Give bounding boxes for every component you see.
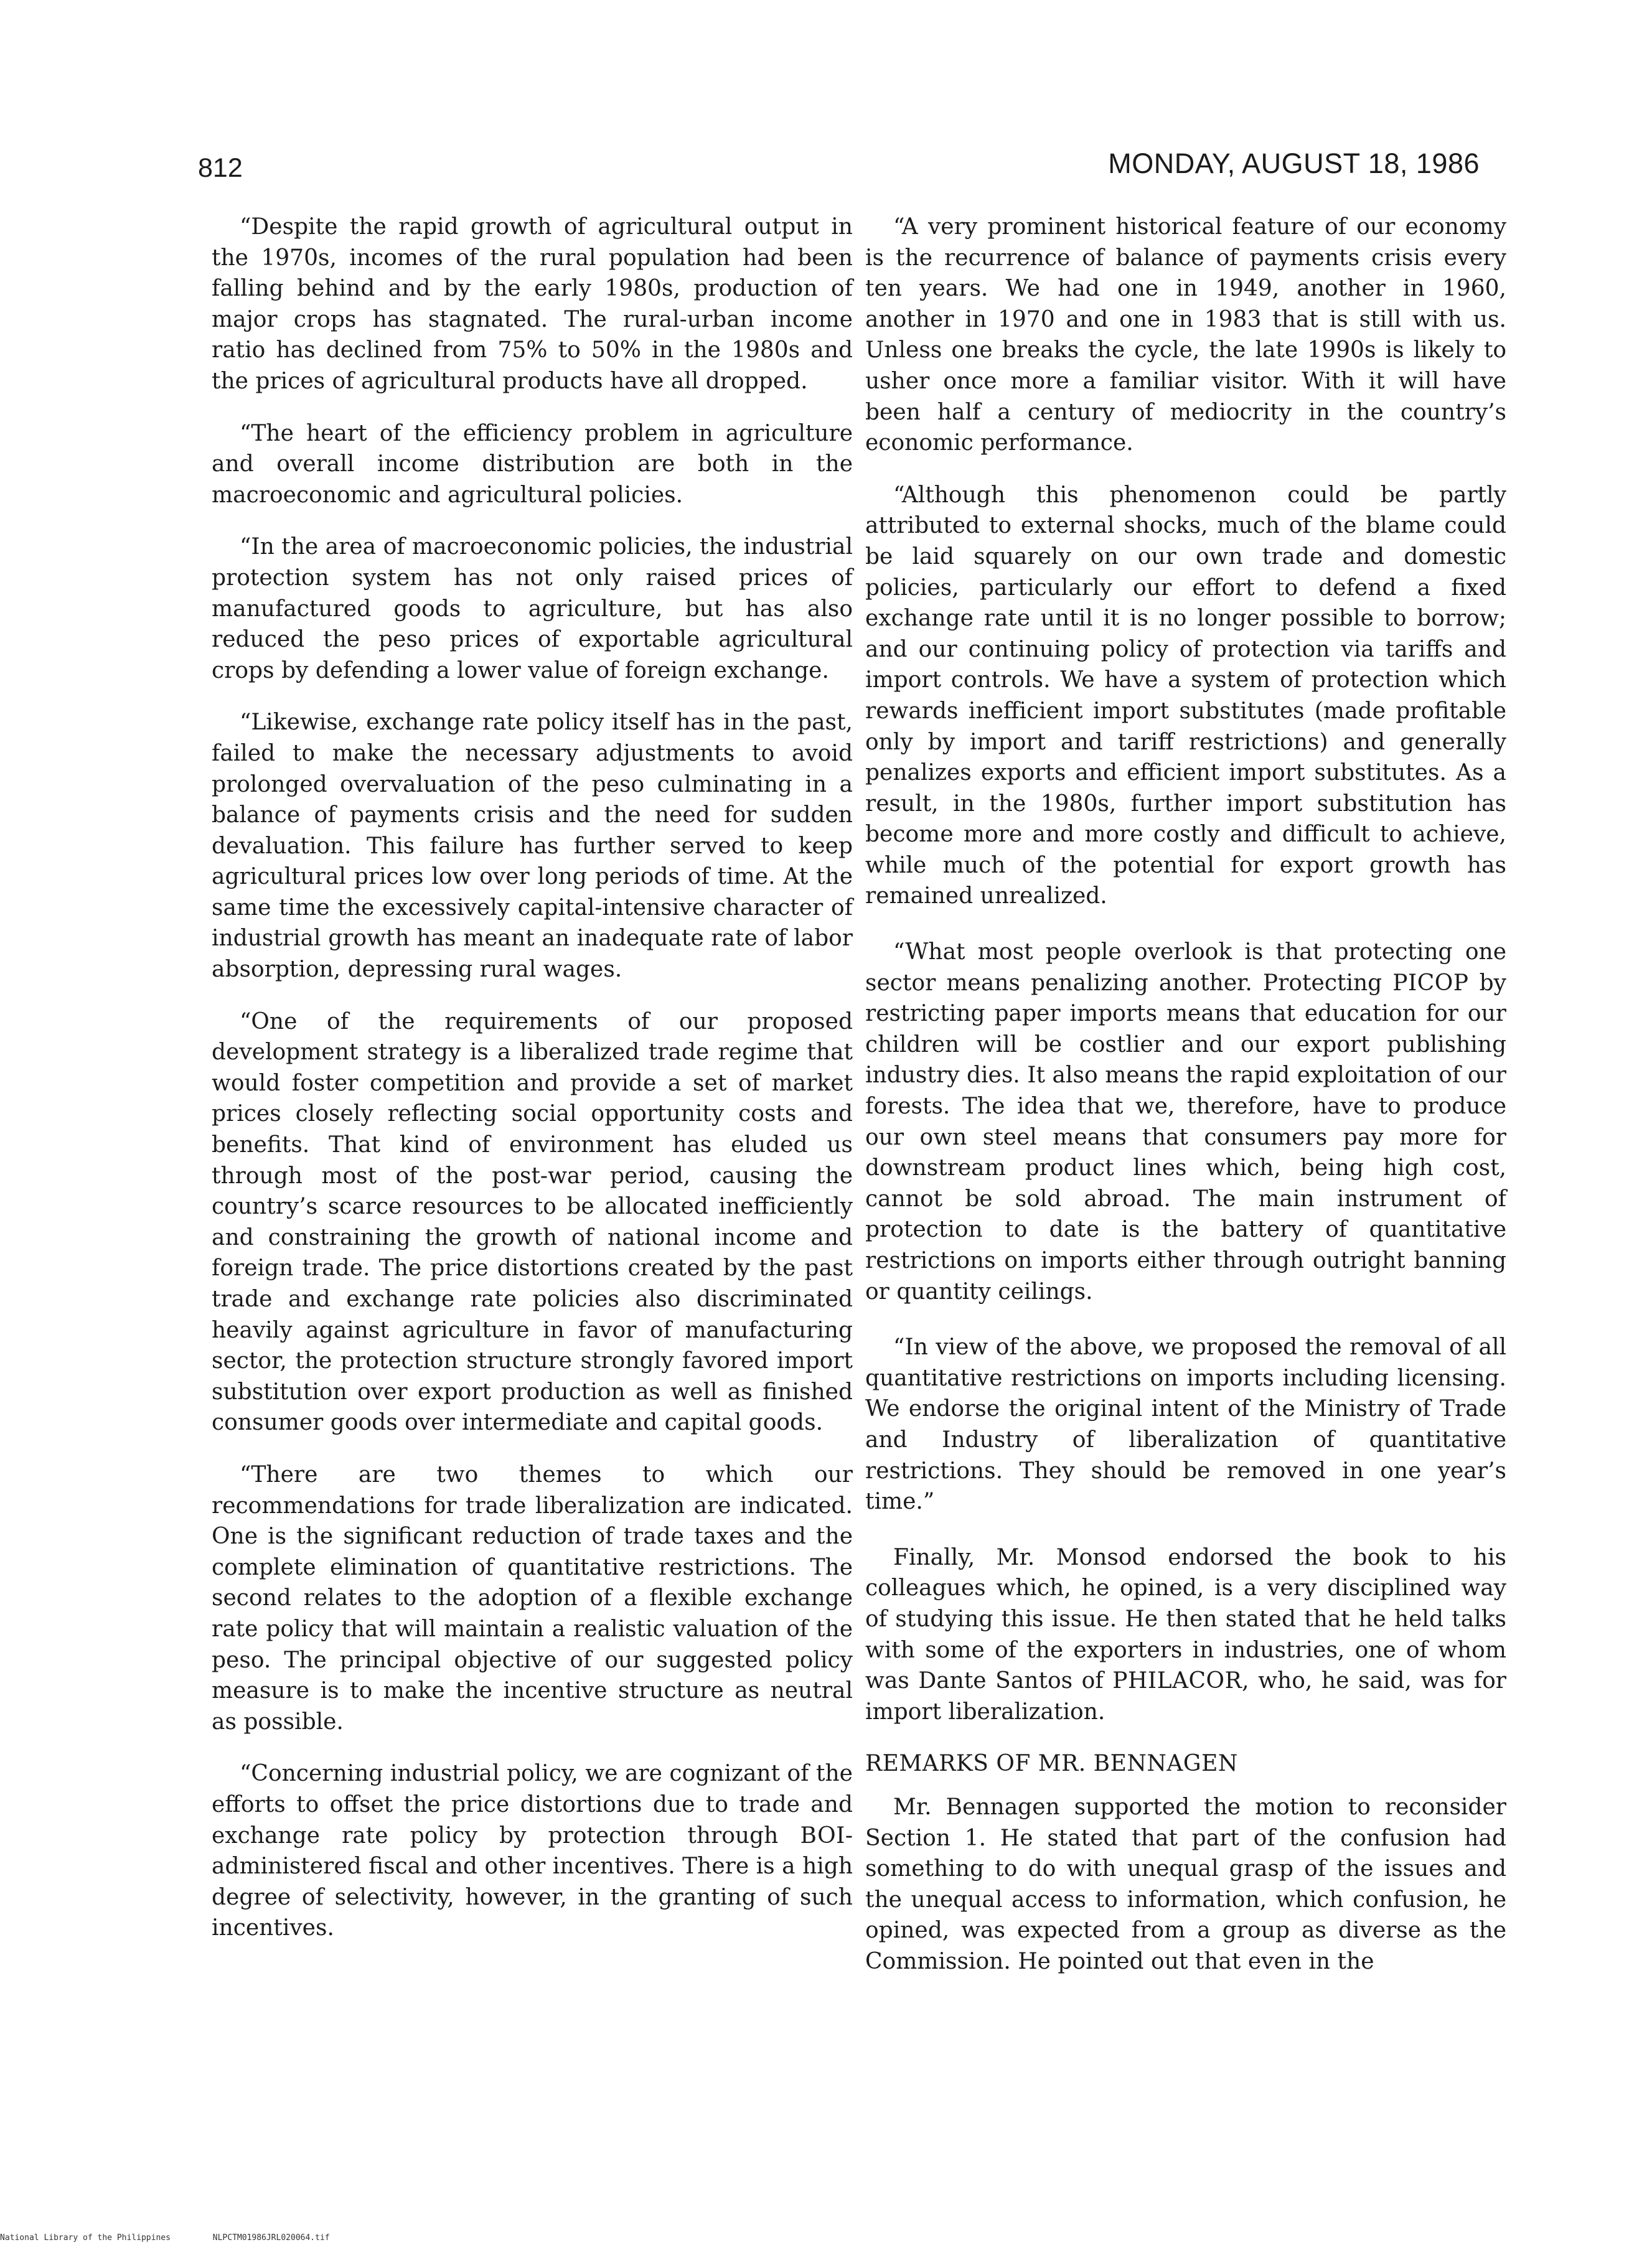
paragraph: “In the area of macroeconomic policies, the industrial protection system has not only raised prices of manufactured goods to agriculture, but has also reduced the peso prices of exportable agricultural crops by defending a lower value of foreign exchange. xyxy=(212,534,853,683)
section-heading: REMARKS OF MR. BENNAGEN xyxy=(865,1751,1238,1777)
paragraph xyxy=(865,937,1506,1307)
paragraph-text: Finally, Mr. Monsod endorsed the book to his colleagues which, he opined, is a very disciplined way of studying this issue. He then stated that he held talks with some of the exporters in industries, one of whom was Dante Santos of xyxy=(865,1544,1506,1694)
paragraph: “Although this phenomenon could be partly attributed to external shocks, much of the blame could be laid squarely on our own trade and domestic policies, particularly our effort to defend a fixed exchange rate until it is no longer possible to borrow; and our continuing policy of protection via tariffs and import controls. We have a system of protection which rewards inefficient import substitutes (made profitable only by import and tariff restrictions) and generally penalizes exports and efficient import substitutes. As a result, in the 1980s, further import substitution has become more and more costly and difficult to achieve, while much of the potential for export growth has remained unrealized. xyxy=(865,482,1506,909)
paragraph xyxy=(865,1542,1506,1728)
paragraph-text: “What most people overlook is that protecting one sector means penalizing another. Protecting xyxy=(865,939,1506,996)
library-name: National Library of the Philippines xyxy=(0,2233,171,2243)
paragraph: “There are two themes to which our recommendations for trade liberalization are indicated. One is the significant reduction of trade taxes and the complete elimination of quantitative restrictions. The second relates to the adoption of a flexible exchange rate policy that will maintain a realistic valuation of the peso. The principal objective of our suggested policy measure is to make the incentive structure as neutral as possible. xyxy=(212,1461,853,1735)
scan-footer xyxy=(0,2233,1652,2243)
paragraph-text: , who, he said, was for import liberalization. xyxy=(865,1668,1506,1725)
paragraph: “Likewise, exchange rate policy itself has in the past, failed to make the necessary adjustments to avoid prolonged overvaluation of the peso culminating in a balance of payments crisis and the need for sudden devaluation. This failure has further served to keep agricultural prices low over long periods of time. At the same time the excessively capital-intensive character of industrial growth has meant an inadequate rate of labor absorption, depressing rural wages. xyxy=(212,710,853,983)
paragraph-text: “Concerning industrial policy, we are cognizant of the efforts to offset the price distortions due to trade and exchange rate policy by protection through xyxy=(212,1761,853,1849)
file-identifier: NLPCTM01986JRL020064.tif xyxy=(212,2233,330,2243)
left-column xyxy=(212,212,853,1965)
paragraph: “A very prominent historical feature of our economy is the recurrence of balance of payments crisis every ten years. We had one in 1949, another in 1960, another in 1970 and one in 1983 that is still with us. Unless one breaks the cycle, the late 1990s is likely to usher once more a familiar visitor. With it will have been half a century of mediocrity in the country’s economic performance. xyxy=(865,214,1506,456)
paragraph-text: -administered fiscal and other incentives. There is a high degree of selectivity, however, in the granting of such incentives. xyxy=(212,1822,853,1941)
abbreviation: PICOP xyxy=(1392,970,1469,996)
paragraph: Mr. Bennagen supported the motion to reconsider Section 1. He stated that part of the confusion had something to do with unequal grasp of the issues and the unequal access to information, which confusion, he opined, was expected from a group as diverse as the Commission. He pointed out that even in the xyxy=(865,1794,1506,1974)
paragraph xyxy=(212,1758,853,1944)
abbreviation: BOI xyxy=(800,1822,845,1849)
abbreviation: PHILACOR xyxy=(1112,1668,1242,1694)
paragraph: “The heart of the efficiency problem in agriculture and overall income distribution are both in the macroeconomic and agricultural policies. xyxy=(212,420,853,508)
paragraph: “In view of the above, we proposed the removal of all quantitative restrictions on imports including licensing. We endorse the original intent of the Ministry of Trade and Industry of liberalization of quantitative restrictions. They should be removed in one year’s time.” xyxy=(865,1334,1506,1515)
paragraph-text: by restricting paper imports means that education for our children will be costlier and our export publishing industry dies. It also means the rapid exploitation of our forests. The idea that we, therefore, have to produce our own steel means that consumers pay more for downstream product lines which, being high cost, cannot be sold abroad. The main instrument of protection to date is the battery of quantitative restrictions on imports either through outright banning or quantity ceilings. xyxy=(865,970,1506,1305)
right-column xyxy=(865,212,1506,1998)
running-head-date: MONDAY, AUGUST 18, 1986 xyxy=(1108,148,1480,179)
page-number: 812 xyxy=(198,153,243,183)
paragraph: “One of the requirements of our proposed development strategy is a liberalized trade regime that would foster competition and provide a set of market prices closely reflecting social opportunity costs and benefits. That kind of environment has eluded us through most of the post-war period, causing the country’s scarce resources to be allocated inefficiently and constraining the growth of national income and foreign trade. The price distortions created by the past trade and exchange rate policies also discriminated heavily against agriculture in favor of manufacturing sector, the protection structure strongly favored import substitution over export production as well as finished consumer goods over intermediate and capital goods. xyxy=(212,1008,853,1436)
paragraph: “Despite the rapid growth of agricultural output in the 1970s, incomes of the rural population had been falling behind and by the early 1980s, production of major crops has stagnated. The rural-urban income ratio has declined from 75% to 50% in the 1980s and the prices of agricultural products have all dropped. xyxy=(212,214,853,394)
